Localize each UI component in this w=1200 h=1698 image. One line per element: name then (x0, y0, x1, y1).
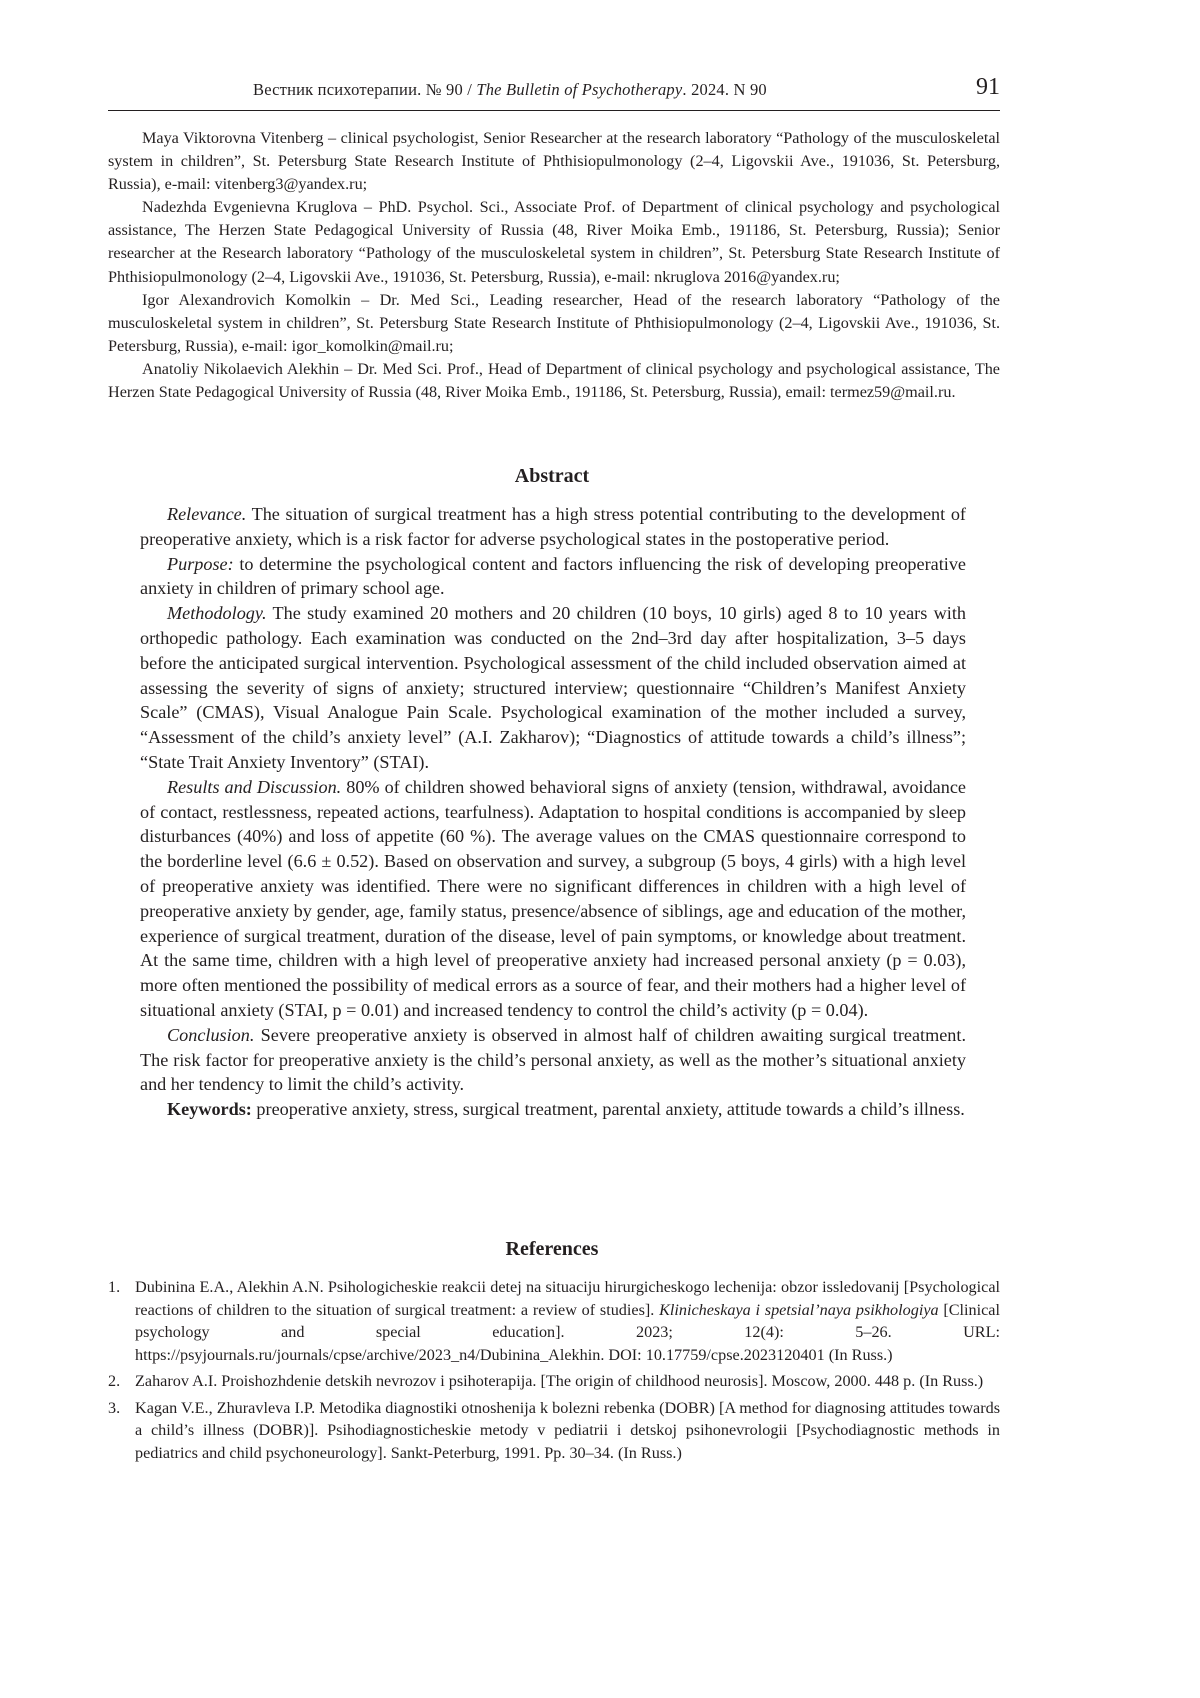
conclusion-text: Severe preoperative anxiety is observed in almost half of children awaiting surgical treatment. The risk factor for preoperative anxiety is the child’s personal anxiety, as well as the mother’s situational anxiety and her tendency to limit the child’s activity. (140, 1024, 966, 1095)
purpose-text: to determine the psychological content and factors influencing the risk of developing preoperative anxiety in children of primary school age. (140, 553, 966, 599)
abstract-purpose (140, 552, 966, 602)
author-info (108, 127, 1000, 404)
methodology-label: Methodology. (167, 603, 267, 624)
abstract-body (140, 502, 966, 1122)
reference-number: 2. (108, 1372, 121, 1390)
reference-text: Kagan V.E., Zhuravleva I.P. Metodika diagnostiki otnoshenija k bolezni rebenka (DOBR) [A method for diagnosing attitudes towards a child’s illness (DOBR)]. Psihodiagnosticheskie metody v pediatrii i detskoj psihonevrologii [Psychodiagnostic methods in pediatrics and child psychoneurology]. Sankt-Peterburg, 1991. Pp. 30–34. (In Russ.) (135, 1398, 1000, 1462)
journal-title-ru: Вестник психотерапии. № 90 (253, 80, 463, 99)
keywords-label: Keywords: (167, 1099, 252, 1120)
relevance-label: Relevance. (167, 504, 247, 524)
abstract-heading: Abstract (514, 465, 590, 487)
results-text: 80% of children showed behavioral signs of anxiety (tension, withdrawal, avoidance of contact, restlessness, repeated actions, tearfulness). Adaptation to hospital conditions is accompanied by sleep disturbances (40%) and loss of appetite (60 %). The average values on the CMAS questionnaire correspond to the borderline level (6.6 ± 0.52). Based on observation and survey, a subgroup (5 boys, 4 girls) with a high level of preoperative anxiety was identified. There were no significant differences in children with a high level of preoperative anxiety by gender, age, family status, presence/absence of siblings, age and education of the mother, experience of surgical treatment, duration of the disease, level of pain symptoms, or knowledge about treatment. At the same time, children with a high level of preoperative anxiety had increased personal anxiety (p = 0.03), more often mentioned the possibility of medical errors as a source of fear, and their mothers had a higher level of situational anxiety (STAI, p = 0.01) and increased tendency to control the child’s activity (p = 0.04). (140, 776, 966, 1020)
author-paragraph: Igor Alexandrovich Komolkin – Dr. Med Sci., Leading researcher, Head of the research laboratory “Pathology of the musculoskeletal system in children”, St. Petersburg State Research Institute of Phthisiopulmonology (2–4, Ligovskii Ave., 191036, St. Petersburg, Russia), e-mail: igor_komolkin@mail.ru; (108, 290, 1000, 355)
keywords-text: preoperative anxiety, stress, surgical treatment, parental anxiety, attitude towards a child’s illness. (251, 1099, 965, 1120)
abstract-keywords (140, 1097, 966, 1122)
author-paragraph: Maya Viktorovna Vitenberg – clinical psychologist, Senior Researcher at the research laboratory “Pathology of the musculoskeletal system in children”, St. Petersburg State Research Institute of Phthisiopulmonology (2–4, Ligovskii Ave., 191036, St. Petersburg, Russia), e-mail: vitenberg3@yandex.ru; (108, 129, 1000, 194)
title-separator: / (462, 80, 477, 99)
running-header (108, 74, 1000, 111)
running-title (253, 80, 767, 100)
abstract-methodology (140, 601, 966, 775)
reference-text-tail: [Clinical psychology and special education]. 2023; 12(4): 5–26. URL: https://psyjournals.ru/journals/cpse/archive/2023_n4/Dubinina_Alekhin. DOI: 10.17759/cpse.2023120401 (In Russ.) (135, 1300, 1000, 1364)
reference-text: Zaharov A.I. Proishozhdenie detskih nevrozov i psihoterapija. [The origin of childhood neurosis]. Moscow, 2000. 448 p. (In Russ.) (135, 1372, 984, 1390)
abstract-conclusion (140, 1023, 966, 1097)
references-heading: References (505, 1238, 599, 1260)
methodology-text: The study examined 20 mothers and 20 children (10 boys, 10 girls) aged 8 to 10 years with orthopedic pathology. Each examination was conducted on the 2nd–3rd day after hospitalization, 3–5 days before the anticipated surgical intervention. Psychological assessment of the child included observation aimed at assessing the severity of signs of anxiety; structured interview; questionnaire “Children’s Manifest Anxiety Scale” (CMAS), Visual Analogue Pain Scale. Psychological examination of the mother included a survey, “Assessment of the child’s anxiety level” (A.I. Zakharov); “Diagnostics of attitude towards a child’s illness”; “State Trait Anxiety Inventory” (STAI). (140, 603, 966, 772)
results-label: Results and Discussion. (167, 776, 342, 797)
reference-list (108, 1276, 1000, 1468)
abstract-relevance (140, 502, 966, 552)
reference-number: 1. (108, 1278, 121, 1296)
reference-text: Dubinina E.A., Alekhin A.N. Psihologicheskie reakcii detej na situaciju hirurgicheskogo lechenija: obzor issledovanij [Psychological reactions of children to the situation of surgical treatment: a review of studies]. (135, 1278, 1000, 1319)
reference-item (108, 1370, 1000, 1393)
issue-info: . 2024. N 90 (682, 80, 767, 99)
abstract-results (140, 775, 966, 1023)
relevance-text: The situation of surgical treatment has a high stress potential contributing to the development of preoperative anxiety, which is a risk factor for adverse psychological states in the postoperative period. (140, 504, 966, 549)
purpose-label: Purpose: (167, 553, 234, 574)
journal-title-en: The Bulletin of Psychotherapy (476, 80, 683, 99)
reference-item (108, 1397, 1000, 1465)
page-number: 91 (976, 74, 1000, 100)
author-paragraph: Anatoliy Nikolaevich Alekhin – Dr. Med Sci. Prof., Head of Department of clinical psychology and psychological assistance, The Herzen State Pedagogical University of Russia (48, River Moika Emb., 191186, St. Petersburg, Russia), email: termez59@mail.ru. (108, 359, 1000, 402)
conclusion-label: Conclusion. (167, 1024, 255, 1045)
reference-item (108, 1276, 1000, 1366)
author-paragraph: Nadezhda Evgenievna Kruglova – PhD. Psychol. Sci., Associate Prof. of Department of clinical psychology and psychological assistance, The Herzen State Pedagogical University of Russia (48, River Moika Emb., 191186, St. Petersburg, Russia); Senior researcher at the Research laboratory “Pathology of the musculoskeletal system in children”, St. Petersburg State Research Institute of Phthisiopulmonology (2–4, Ligovskii Ave., 191036, St. Petersburg, Russia), e-mail: nkruglova 2016@yandex.ru; (108, 198, 1000, 286)
reference-journal: Klinicheskaya i spetsial’naya psikhologiya (659, 1300, 939, 1319)
reference-number: 3. (108, 1398, 121, 1417)
